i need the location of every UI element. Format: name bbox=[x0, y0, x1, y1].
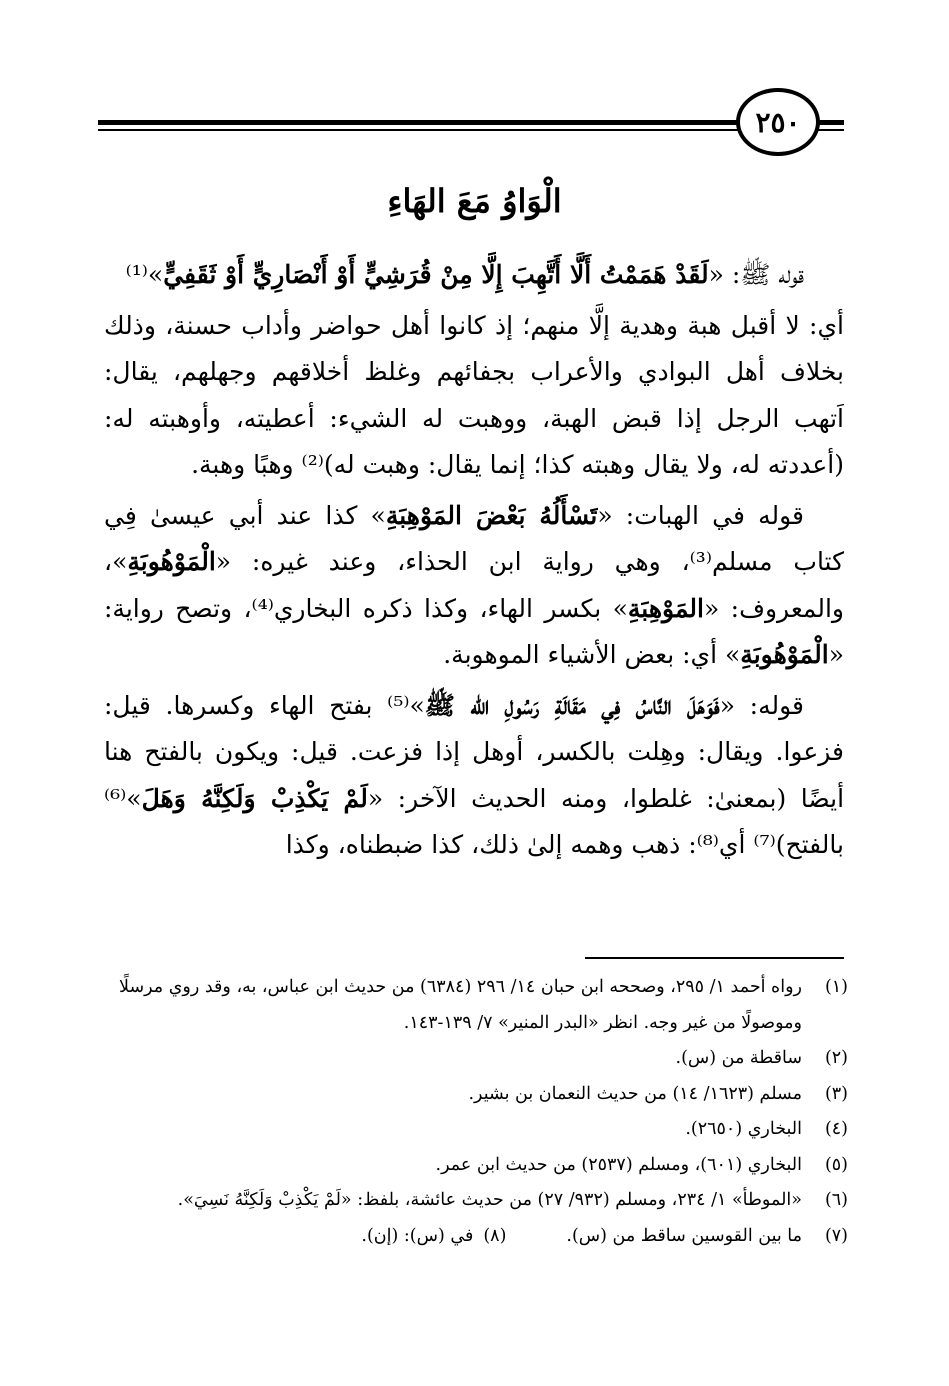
footnote-text: رواه أحمد ١/ ٢٩٥، وصححه ابن حبان ١٤/ ٢٩٦ (٦٣٨٤) من حديث ابن عباس، به، وقد روي مرسلًا وموصولًا من غير وجه. انظر «البدر المنير» ٧/ ١٣٩-١٤٣. bbox=[119, 977, 802, 1033]
footnote-text: ما بين القوسين ساقط من (س). bbox=[566, 1225, 802, 1246]
p1-quote: لَقَدْ هَمَمْتُ أَلَّا أَتَّهِبَ إِلَّا مِنْ قُرَشِيٍّ أَوْ أَنْصَارِيٍّ أَوْ ثَقَفِيٍّ bbox=[163, 260, 709, 289]
footnote-number: (٥) bbox=[824, 1154, 848, 1175]
p4-quote-2: لَمْ يَكْذِبْ وَلَكِنَّهُ وَهَلَ bbox=[141, 783, 368, 813]
footnote-number: (٨) bbox=[483, 1225, 507, 1246]
footnote-6 bbox=[104, 1183, 848, 1219]
p3-mid-2: »، والمعروف: « bbox=[104, 547, 844, 623]
footnote-number: (١) bbox=[824, 977, 848, 997]
footnote-separator bbox=[585, 957, 844, 959]
p4-quote-1: فَوَهَلَ النَّاسُ فِي مَقَالَةِ رَسُولِ الله ﷺ bbox=[424, 690, 720, 720]
footnote-text: مسلم (١٦٢٣/ ١٤) من حديث النعمان بن بشير. bbox=[468, 1083, 802, 1104]
page-header bbox=[0, 88, 949, 168]
footnote-number: (٢) bbox=[824, 1048, 848, 1068]
header-rule-right-thick bbox=[818, 120, 844, 125]
footnote-text: البخاري (٦٠١)، ومسلم (٢٥٣٧) من حديث ابن عمر. bbox=[435, 1154, 802, 1175]
header-rule-thick bbox=[98, 120, 738, 125]
p1-lead: قوله ﷺ: « bbox=[708, 260, 804, 289]
footnote-1 bbox=[104, 970, 848, 1041]
header-rule-right-thin bbox=[818, 129, 844, 131]
page-number: ٢٥٠ bbox=[736, 88, 820, 156]
p3-quote-3: المَوْهِبَةِ bbox=[627, 593, 704, 623]
paragraph-2: أي: لا أقبل هبة وهدية إلَّا منهم؛ إذ كانوا أهل حواضر وأداب حسنة، وذلك بخلاف أهل البوادي والأعراب بجفائهم وغلظ أخلاقهم وجهلهم، يقال: اَتهب الرجل إذا قبض الهبة، ووهبت له الشيء: أعطيته، وأوهبته له: (أعددته له، ولا يقال وهبته كذا؛ إنما يقال: وهبت له)⁽²⁾ وهبًا وهبة. bbox=[104, 310, 844, 479]
paragraph-4 bbox=[104, 683, 844, 869]
footnote-4 bbox=[104, 1112, 848, 1148]
footnote-number: (٦) bbox=[824, 1190, 848, 1210]
p3-mid-1: » كذا عند أبي عيسىٰ فِي كتاب مسلم⁽³⁾، وهي رواية ابن الحذاء، وعند غيره: « bbox=[104, 500, 845, 576]
footnote-text: في (س): (إن). bbox=[361, 1225, 474, 1246]
p3-quote-1: تَسْأَلُهُ بَعْضَ المَوْهِبَةِ bbox=[385, 500, 598, 530]
main-text bbox=[104, 252, 844, 873]
paragraph-1 bbox=[104, 252, 844, 299]
header-rule-thin bbox=[98, 129, 738, 131]
p3-mid-3: » بكسر الهاء، وكذا ذكره البخاري⁽⁴⁾، وتصح رواية: « bbox=[104, 593, 844, 669]
footnote-number: (٣) bbox=[824, 1083, 848, 1104]
p4-lead: قوله: « bbox=[719, 690, 804, 720]
footnote-7-8-row bbox=[104, 1219, 848, 1255]
footnote-text: ساقطة من (س). bbox=[675, 1048, 802, 1068]
footnote-text: البخاري (٢٦٥٠). bbox=[685, 1119, 802, 1139]
p3-tail: » أي: بعض الأشياء الموهوبة. bbox=[443, 640, 741, 669]
footnotes bbox=[104, 970, 848, 1254]
footnote-3 bbox=[104, 1077, 848, 1113]
section-title: الْوَاوُ مَعَ الهَاءِ bbox=[387, 182, 562, 220]
footnote-text: «الموطأ» ١/ ٢٣٤، ومسلم (٩٣٢/ ٢٧) من حديث عائشة، بلفظ: «لَمْ يَكْذِبْ وَلَكِنَّهُ نَسِيَ». bbox=[177, 1190, 802, 1210]
p4-tail: »⁽⁶⁾ بالفتح)⁽⁷⁾ أي⁽⁸⁾: ذهب وهمه إلىٰ ذلك، كذا ضبطناه، وكذا bbox=[104, 783, 844, 859]
footnote-number: (٤) bbox=[824, 1119, 848, 1139]
footnote-5 bbox=[104, 1148, 848, 1184]
footnote-2 bbox=[104, 1041, 848, 1077]
footnote-number: (٧) bbox=[824, 1225, 848, 1246]
p3-quote-2: الْمَوْهُوبَةِ bbox=[127, 547, 216, 576]
p3-lead: قوله في الهبات: « bbox=[597, 500, 805, 530]
paragraph-3 bbox=[104, 493, 844, 679]
p4-mid-1: »⁽⁵⁾ بفتح الهاء وكسرها. قيل: فزعوا. ويقال: وهِلت بالكسر، أوهل إذا فزعت. قيل: ويكون بالفتح هنا أيضًا (بمعنىٰ: غلطوا، ومنه الحديث الآخر: « bbox=[104, 690, 845, 813]
p1-tail: »⁽¹⁾ bbox=[125, 260, 164, 289]
p3-quote-4: الْمَوْهُوبَةِ bbox=[740, 640, 829, 669]
